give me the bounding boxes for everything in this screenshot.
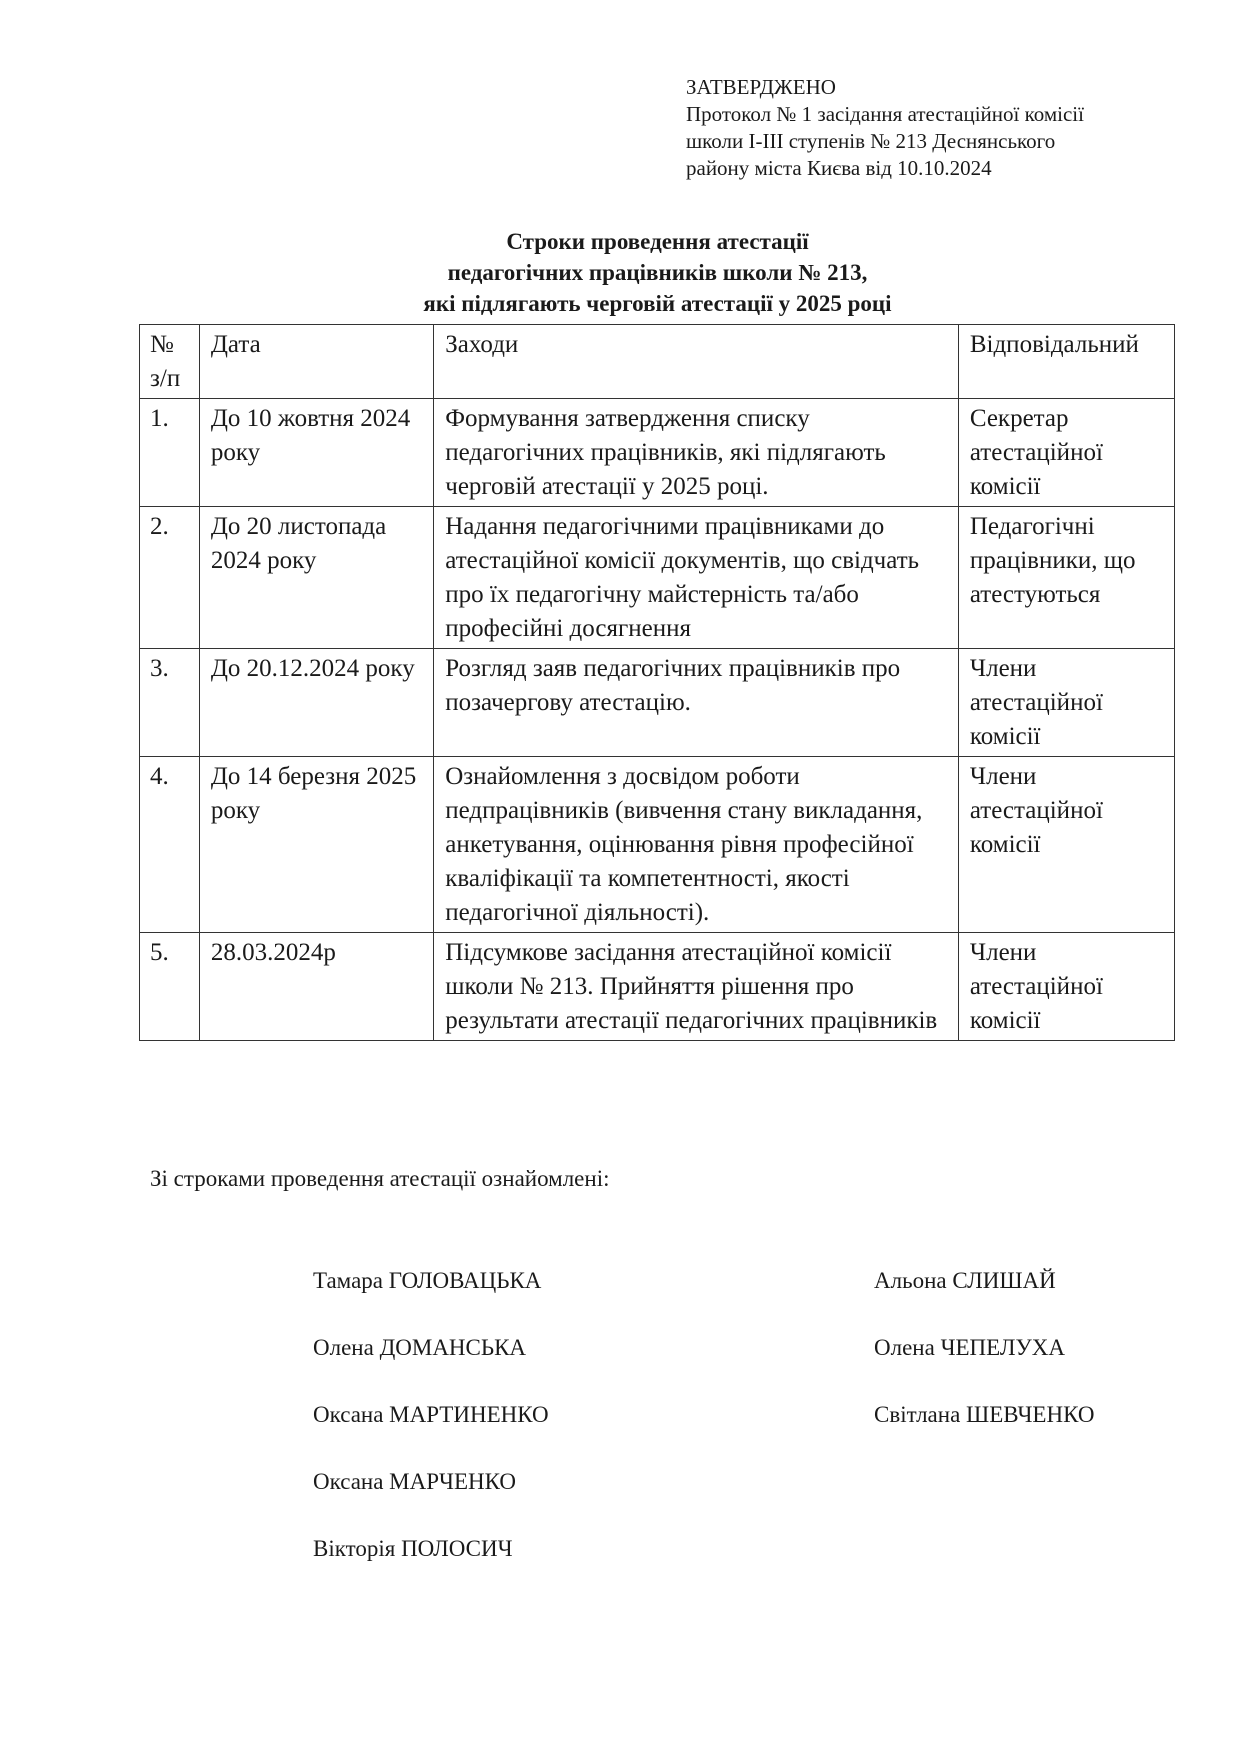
- table-row: [140, 757, 1175, 933]
- signers-right-column: [874, 1268, 1094, 1469]
- row-number: 2.: [140, 507, 200, 649]
- signer-name: Оксана МАРТИНЕНКО: [313, 1402, 549, 1427]
- row-action: Ознайомлення з досвідом роботи педпрацівників (вивчення стану викладання, анкетування, оцінювання рівня професійної кваліфікації та компетентності, якості педагогічної діяльності).: [434, 757, 959, 933]
- signers-left-column: [313, 1268, 549, 1603]
- signer-name: Світлана ШЕВЧЕНКО: [874, 1402, 1095, 1427]
- signer-name: Тамара ГОЛОВАЦЬКА: [313, 1268, 542, 1293]
- row-action: Розгляд заяв педагогічних працівників про позачергову атестацію.: [434, 649, 959, 757]
- table-row: [140, 399, 1175, 507]
- row-responsible: Педагогічні працівники, що атестуються: [958, 507, 1174, 649]
- approval-block: [686, 74, 1084, 182]
- row-action: Формування затвердження списку педагогічних працівників, які підлягають черговій атестації у 2025 році.: [434, 399, 959, 507]
- row-action: Надання педагогічними працівниками до атестаційної комісії документів, що свідчать про їх педагогічну майстерність та/або професійні досягнення: [434, 507, 959, 649]
- signer-name: Вікторія ПОЛОСИЧ: [313, 1536, 513, 1561]
- row-number: 3.: [140, 649, 200, 757]
- row-responsible: Секретар атестаційної комісії: [958, 399, 1174, 507]
- row-number: 5.: [140, 933, 200, 1041]
- row-number: 1.: [140, 399, 200, 507]
- table-row: [140, 649, 1175, 757]
- row-responsible: Члени атестаційної комісії: [958, 757, 1174, 933]
- title-line: педагогічних працівників школи № 213,: [447, 260, 868, 285]
- table-row: [140, 507, 1175, 649]
- header-responsible: Відповідальний: [958, 325, 1174, 399]
- acknowledgement-text: Зі строками проведення атестації ознайомлені:: [150, 1166, 610, 1191]
- approval-school-line: школи І-ІІІ ступенів № 213 Деснянського: [686, 129, 1056, 153]
- signer-name: Олена ЧЕПЕЛУХА: [874, 1335, 1066, 1360]
- signer-name: Олена ДОМАНСЬКА: [313, 1335, 527, 1360]
- title-line: Строки проведення атестації: [506, 229, 809, 254]
- row-responsible: Члени атестаційної комісії: [958, 933, 1174, 1041]
- table-row: [140, 933, 1175, 1041]
- table-header-row: [140, 325, 1175, 399]
- document-title: [140, 226, 1175, 319]
- row-responsible: Члени атестаційної комісії: [958, 649, 1174, 757]
- approval-district-date-line: району міста Києва від 10.10.2024: [686, 156, 992, 180]
- row-date: До 10 жовтня 2024 року: [199, 399, 433, 507]
- approval-heading: ЗАТВЕРДЖЕНО: [686, 75, 836, 99]
- attestation-schedule-table: [139, 324, 1175, 1041]
- header-action: Заходи: [434, 325, 959, 399]
- approval-protocol-line: Протокол № 1 засідання атестаційної комісії: [686, 102, 1084, 126]
- row-action: Підсумкове засідання атестаційної комісії школи № 213. Прийняття рішення про результати атестації педагогічних працівників: [434, 933, 959, 1041]
- signer-name: Альона СЛИШАЙ: [874, 1268, 1056, 1293]
- row-date: 28.03.2024р: [199, 933, 433, 1041]
- header-date: Дата: [199, 325, 433, 399]
- row-date: До 20 листопада 2024 року: [199, 507, 433, 649]
- title-line: які підлягають черговій атестації у 2025 році: [423, 291, 892, 316]
- header-number: № з/п: [140, 325, 200, 399]
- row-date: До 14 березня 2025 року: [199, 757, 433, 933]
- row-date: До 20.12.2024 року: [199, 649, 433, 757]
- row-number: 4.: [140, 757, 200, 933]
- signer-name: Оксана МАРЧЕНКО: [313, 1469, 517, 1494]
